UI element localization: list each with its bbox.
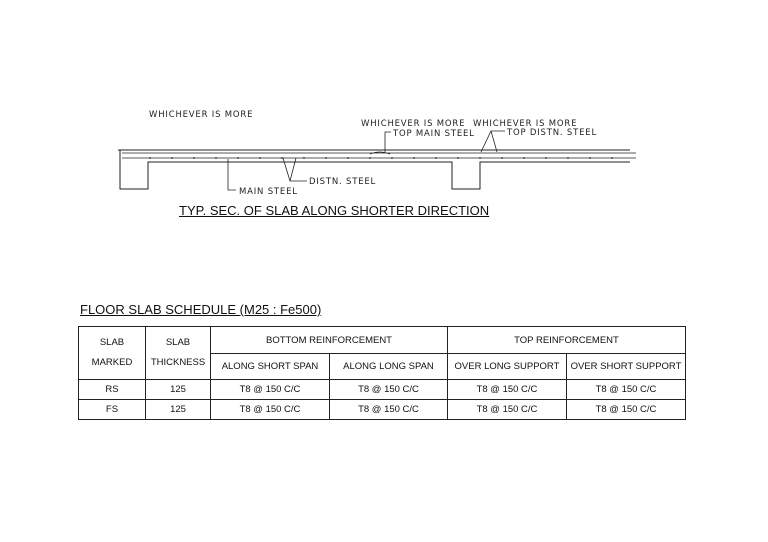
slab-schedule-table <box>78 326 686 420</box>
header-slab-thickness: SLAB THICKNESS <box>146 327 211 380</box>
row-along-long: T8 @ 150 C/C <box>330 380 448 400</box>
row-slab-mark: RS <box>79 380 146 400</box>
row-along-short: T8 @ 150 C/C <box>211 380 330 400</box>
main-steel-label: MAIN STEEL <box>239 187 298 197</box>
header-bottom-reinforcement: BOTTOM REINFORCEMENT <box>211 327 448 354</box>
row-slab-mark: FS <box>79 400 146 420</box>
whichever-label-mid: WHICHEVER IS MORE <box>361 119 466 129</box>
row-over-long: T8 @ 150 C/C <box>448 380 567 400</box>
distn-steel-label: DISTN. STEEL <box>309 177 377 187</box>
header-top-reinforcement: TOP REINFORCEMENT <box>448 327 686 354</box>
leader-top-distn-steel <box>481 131 505 152</box>
leader-main-steel <box>228 159 236 190</box>
whichever-label-left: WHICHEVER IS MORE <box>149 110 254 120</box>
row-thickness: 125 <box>146 400 211 420</box>
row-thickness: 125 <box>146 380 211 400</box>
row-along-short: T8 @ 150 C/C <box>211 400 330 420</box>
top-distn-steel-label: TOP DISTN. STEEL <box>507 128 597 138</box>
table-header-row <box>79 327 686 354</box>
whichever-label-right: WHICHEVER IS MORE <box>473 119 578 129</box>
header-slab-marked: SLAB MARKED <box>79 327 146 380</box>
row-along-long: T8 @ 150 C/C <box>330 400 448 420</box>
table-row <box>79 400 686 420</box>
top-steel-bar <box>122 152 636 154</box>
schedule-title: FLOOR SLAB SCHEDULE (M25 : Fe500) <box>80 302 322 317</box>
row-over-long: T8 @ 150 C/C <box>448 400 567 420</box>
row-over-short: T8 @ 150 C/C <box>567 380 686 400</box>
leader-top-main-steel <box>385 132 391 152</box>
section-title: TYP. SEC. OF SLAB ALONG SHORTER DIRECTION <box>179 203 490 218</box>
leader-distn-steel <box>283 158 307 181</box>
header-over-short-support: OVER SHORT SUPPORT <box>567 354 686 380</box>
header-along-long-span: ALONG LONG SPAN <box>330 354 448 380</box>
top-main-steel-label: TOP MAIN STEEL <box>393 129 475 139</box>
row-over-short: T8 @ 150 C/C <box>567 400 686 420</box>
table-row <box>79 380 686 400</box>
header-along-short-span: ALONG SHORT SPAN <box>211 354 330 380</box>
header-over-long-support: OVER LONG SUPPORT <box>448 354 567 380</box>
